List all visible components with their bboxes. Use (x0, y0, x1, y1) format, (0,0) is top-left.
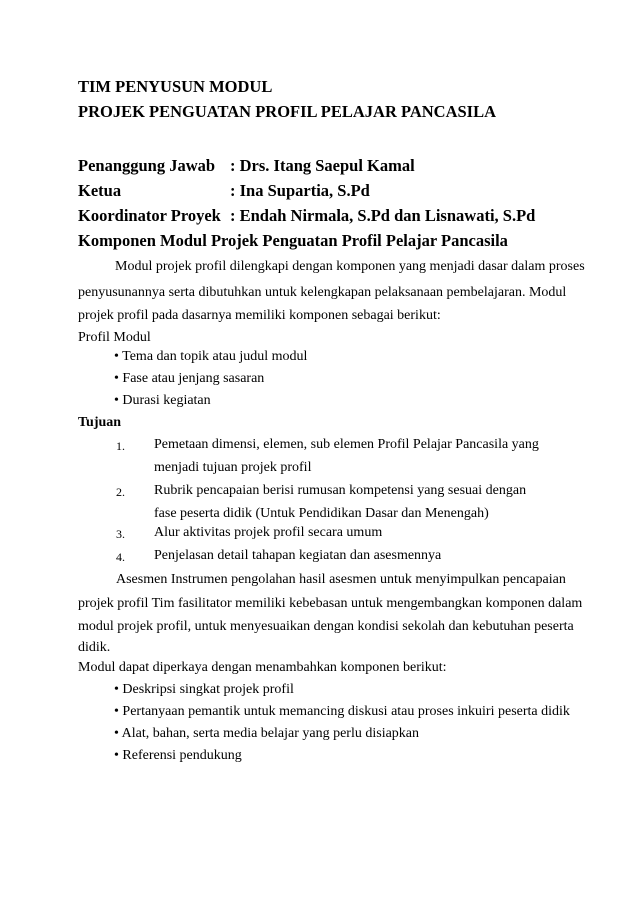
profil-modul-item: • Fase atau jenjang sasaran (114, 371, 265, 386)
document-title: TIM PENYUSUN MODUL (78, 77, 273, 96)
tujuan-item-line: Rubrik pencapaian berisi rumusan kompetensi yang sesuai dengan (154, 483, 527, 498)
tujuan-item-line: Penjelasan detail tahapan kegiatan dan asesmennya (154, 548, 442, 563)
profil-modul-item: • Tema dan topik atau judul modul (114, 349, 308, 364)
asesmen-line: didik. (78, 640, 111, 655)
tujuan-item-line: Pemetaan dimensi, elemen, sub elemen Profil Pelajar Pancasila yang (154, 437, 539, 452)
document-subtitle: PROJEK PENGUATAN PROFIL PELAJAR PANCASILA (78, 102, 497, 121)
komponen-paragraph-line: projek profil pada dasarnya memiliki komponen sebagai berikut: (78, 308, 441, 323)
team-value-penanggung-jawab: : Drs. Itang Saepul Kamal (230, 156, 415, 175)
diperkaya-item: • Pertanyaan pemantik untuk memancing diskusi atau proses inkuiri peserta didik (114, 704, 570, 719)
diperkaya-heading: Modul dapat diperkaya dengan menambahkan komponen berikut: (78, 660, 447, 675)
diperkaya-item: • Referensi pendukung (114, 748, 242, 763)
asesmen-line: Asesmen Instrumen pengolahan hasil asesmen untuk menyimpulkan pencapaian (116, 572, 566, 587)
team-value-koordinator: : Endah Nirmala, S.Pd dan Lisnawati, S.Pd (230, 206, 536, 225)
tujuan-heading: Tujuan (78, 415, 122, 430)
tujuan-item-number: 2. (116, 485, 125, 499)
diperkaya-item: • Deskripsi singkat projek profil (114, 682, 294, 697)
team-value-ketua: : Ina Supartia, S.Pd (230, 181, 370, 200)
komponen-paragraph-line: penyusunannya serta dibutuhkan untuk kelengkapan pelaksanaan pembelajaran. Modul (78, 285, 567, 300)
tujuan-item-line: menjadi tujuan projek profil (154, 460, 312, 475)
diperkaya-item: • Alat, bahan, serta media belajar yang perlu disiapkan (114, 726, 420, 741)
asesmen-line: projek profil Tim fasilitator memiliki kebebasan untuk mengembangkan komponen dalam (78, 596, 583, 611)
tujuan-item-number: 3. (116, 527, 125, 541)
asesmen-line: modul projek profil, untuk menyesuaikan dengan kondisi sekolah dan kebutuhan peserta (78, 619, 574, 634)
team-label-ketua: Ketua (78, 181, 122, 200)
team-label-penanggung-jawab: Penanggung Jawab (78, 156, 216, 175)
profil-modul-item: • Durasi kegiatan (114, 393, 211, 408)
tujuan-item-number: 4. (116, 550, 125, 564)
komponen-heading: Komponen Modul Projek Penguatan Profil Pelajar Pancasila (78, 231, 508, 250)
komponen-paragraph-line: Modul projek profil dilengkapi dengan komponen yang menjadi dasar dalam proses (115, 259, 585, 274)
tujuan-item-line: fase peserta didik (Untuk Pendidikan Dasar dan Menengah) (154, 506, 489, 521)
team-label-koordinator: Koordinator Proyek (78, 206, 221, 225)
tujuan-item-line: Alur aktivitas projek profil secara umum (154, 525, 383, 540)
tujuan-item-number: 1. (116, 439, 125, 453)
profil-modul-heading: Profil Modul (78, 330, 151, 345)
